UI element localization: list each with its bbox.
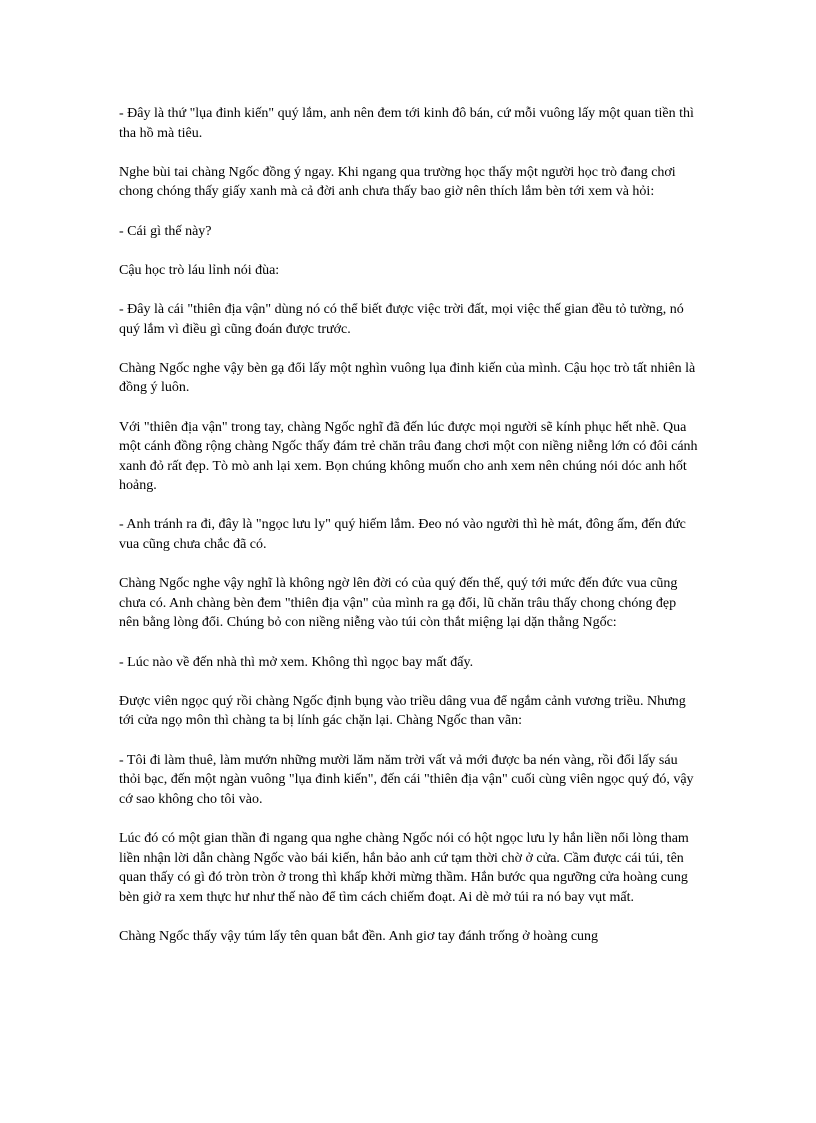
document-body	[119, 104, 699, 966]
paragraph-13: Lúc đó có một gian thần đi ngang qua nghe chàng Ngốc nói có hột ngọc lưu ly hắn liền nổi lòng tham liền nhận lời dẫn chàng Ngốc vào bái kiến, hắn bảo anh cứ tạm thời chờ ở cửa. Cầm được cái túi, tên quan thấy có gì đó tròn tròn ở trong thì khấp khởi mừng thầm. Hắn bước qua ngưỡng cửa hoàng cung bèn giở ra xem thực hư như thế nào để tìm cách chiếm đoạt. Ai dè mở túi ra nó bay vụt mất.	[119, 830, 689, 905]
paragraph-7: Với "thiên địa vận" trong tay, chàng Ngốc nghĩ đã đến lúc được mọi người sẽ kính phục hết nhẽ. Qua một cánh đồng rộng chàng Ngốc thấy đám trẻ chăn trâu đang chơi một con niềng niễng lớn có đôi cánh xanh đỏ rất đẹp. Tò mò anh lại xem. Bọn chúng không muốn cho anh xem nên chúng nói dóc anh hốt hoảng.	[119, 419, 698, 494]
paragraph-5: - Đây là cái "thiên địa vận" dùng nó có thể biết được việc trời đất, mọi việc thế gian đều tỏ tường, nó quý lắm vì điều gì cũng đoán được trước.	[119, 301, 684, 337]
paragraph-6: Chàng Ngốc nghe vậy bèn gạ đổi lấy một nghìn vuông lụa đinh kiến của mình. Cậu học trò tất nhiên là đồng ý luôn.	[119, 360, 696, 396]
paragraph-8: - Anh tránh ra đi, đây là "ngọc lưu ly" quý hiếm lắm. Đeo nó vào người thì hè mát, đông ấm, đến đức vua cũng chưa chắc đã có.	[119, 517, 686, 553]
paragraph-11: Được viên ngọc quý rồi chàng Ngốc định bụng vào triều dâng vua để ngắm cảnh vương triều. Nhưng tới cửa ngọ môn thì chàng ta bị lính gác chặn lại. Chàng Ngốc than vãn:	[119, 693, 686, 729]
paragraph-2: Nghe bùi tai chàng Ngốc đồng ý ngay. Khi ngang qua trường học thấy một người học trò đang chơi chong chóng thấy giấy xanh mà cả đời anh chưa thấy bao giờ nên thích lắm bèn tới xem và hỏi:	[119, 164, 676, 200]
paragraph-12: - Tôi đi làm thuê, làm mướn những mười lăm năm trời vất vả mới được ba nén vàng, rồi đổi lấy sáu thỏi bạc, đến một ngàn vuông "lụa đinh kiến", đến cái "thiên địa vận" cuối cùng viên ngọc quý đó, vậy cớ sao không cho tôi vào.	[119, 752, 694, 807]
paragraph-1: - Đây là thứ "lụa đinh kiến" quý lắm, anh nên đem tới kinh đô bán, cứ mỗi vuông lấy một quan tiền thì tha hồ mà tiêu.	[119, 106, 694, 141]
paragraph-14: Chàng Ngốc thấy vậy túm lấy tên quan bắt đền. Anh giơ tay đánh trống ở hoàng cung	[119, 928, 599, 944]
paragraph-4: Cậu học trò láu lỉnh nói đùa:	[119, 262, 280, 278]
paragraph-10: - Lúc nào về đến nhà thì mở xem. Không thì ngọc bay mất đấy.	[119, 654, 474, 670]
paragraph-9: Chàng Ngốc nghe vậy nghĩ là không ngờ lên đời có của quý đến thế, quý tới mức đến đức vua cũng chưa có. Anh chàng bèn đem "thiên địa vận" của mình ra gạ đổi, lũ chăn trâu thấy chong chóng đẹp nên bằng lòng đổi. Chúng bỏ con niềng niễng vào túi còn thắt miệng lại dặn thằng Ngốc:	[119, 576, 678, 631]
paragraph-3: - Cái gì thế này?	[119, 223, 212, 239]
